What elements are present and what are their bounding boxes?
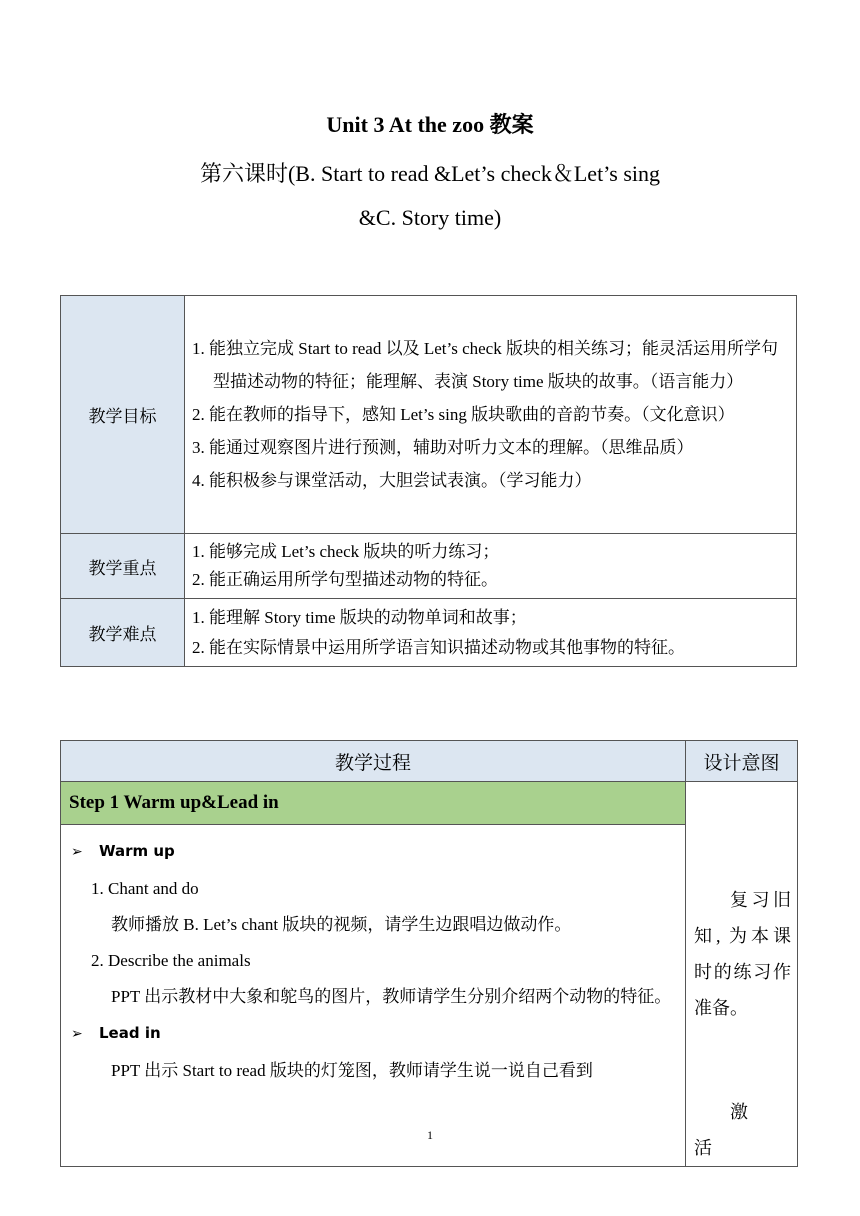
goal-item: 1. 能独立完成 Start to read 以及 Let’s check 版块的相关练习；能灵活运用所学句型描述动物的特征；能理解、表演 Story time 版块的故事。（语言能力） [192, 339, 778, 391]
warmup-heading: ➢ Warm up [71, 833, 679, 871]
difficulty-content [185, 599, 797, 667]
process-header-row [61, 741, 798, 782]
difficulty-label: 教学难点 [61, 599, 185, 667]
goals-content [185, 296, 797, 534]
goals-label: 教学目标 [61, 296, 185, 534]
document-subtitle-line2: &C. Story time) [358, 205, 502, 230]
item2-title: 2. Describe the animals [91, 950, 251, 970]
difficulty-row [61, 599, 797, 667]
document-title: Unit 3 At the zoo 教案 [326, 112, 534, 137]
process-column-header: 教学过程 [61, 741, 686, 782]
document-subtitle-line1: 第六课时(B. Start to read &Let’s check＆Let’s sing [199, 161, 661, 186]
focus-item: 1. 能够完成 Let’s check 版块的听力练习； [192, 542, 500, 561]
goal-item: 2. 能在教师的指导下，感知 Let’s sing 版块歌曲的音韵节奏。（文化意识） [192, 405, 735, 424]
step1-body [61, 824, 686, 1166]
intent-text-2: 激活 [694, 1102, 763, 1158]
focus-row [61, 534, 797, 599]
item1-text: 教师播放 B. Let’s chant 版块的视频，请学生边跟唱边做动作。 [111, 914, 572, 934]
focus-label: 教学重点 [61, 534, 185, 599]
intent-text: 复习旧知, 为本课时的练习作准备。 [694, 890, 791, 1018]
objectives-table [60, 295, 797, 667]
item2-text: PPT 出示教材中大象和鸵鸟的图片，教师请学生分别介绍两个动物的特征。 [111, 986, 672, 1006]
leadin-text: PPT 出示 Start to read 版块的灯笼图，教师请学生说一说自己看到 [111, 1060, 593, 1080]
difficulty-item: 2. 能在实际情景中运用所学语言知识描述动物或其他事物的特征。 [192, 637, 685, 657]
page-number: 1 [427, 1128, 433, 1142]
step1-row [61, 782, 798, 825]
leadin-heading: ➢ Lead in [71, 1015, 679, 1053]
focus-content [185, 534, 797, 599]
item1-title: 1. Chant and do [91, 878, 199, 898]
process-table [60, 740, 798, 1167]
goal-item: 3. 能通过观察图片进行预测，辅助对听力文本的理解。（思维品质） [192, 438, 694, 457]
arrow-bullet-icon: ➢ [71, 1026, 83, 1042]
step1-title: Step 1 Warm up&Lead in [61, 782, 686, 825]
difficulty-item: 1. 能理解 Story time 版块的动物单词和故事； [192, 607, 527, 627]
design-intent-cell [686, 782, 798, 1167]
focus-item: 2. 能正确运用所学句型描述动物的特征。 [192, 570, 498, 589]
goal-item: 4. 能积极参与课堂活动，大胆尝试表演。（学习能力） [192, 471, 592, 490]
intent-column-header: 设计意图 [686, 741, 798, 782]
goals-row [61, 296, 797, 534]
arrow-bullet-icon: ➢ [71, 844, 83, 860]
